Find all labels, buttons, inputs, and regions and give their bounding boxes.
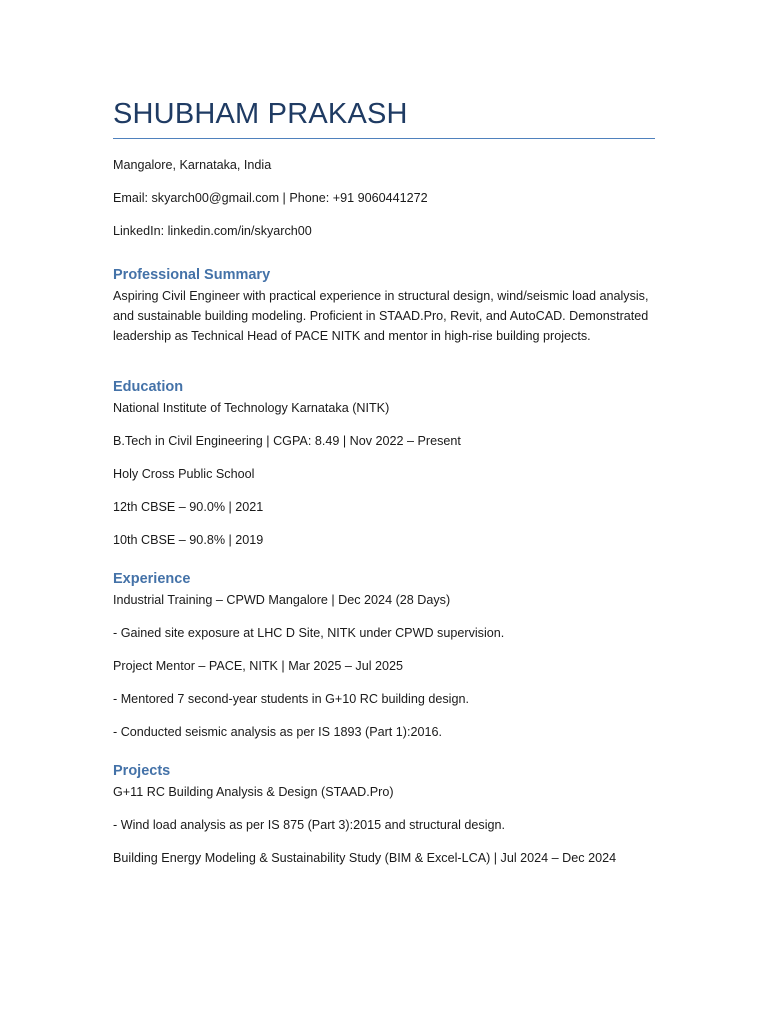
education-line: Holy Cross Public School bbox=[113, 467, 255, 481]
project-line: G+11 RC Building Analysis & Design (STAAD.Pro) bbox=[113, 785, 394, 799]
experience-heading: Experience bbox=[113, 571, 191, 587]
contact-email-phone: Email: skyarch00@gmail.com | Phone: +91 9060441272 bbox=[113, 191, 428, 205]
resume-page bbox=[113, 96, 655, 881]
projects-section bbox=[113, 760, 655, 868]
projects-heading: Projects bbox=[113, 763, 171, 779]
education-line: 12th CBSE – 90.0% | 2021 bbox=[113, 500, 264, 514]
education-line: National Institute of Technology Karnataka (NITK) bbox=[113, 401, 390, 415]
education-line: B.Tech in Civil Engineering | CGPA: 8.49 | Nov 2022 – Present bbox=[113, 434, 461, 448]
contact-location: Mangalore, Karnataka, India bbox=[113, 158, 272, 172]
experience-section bbox=[113, 568, 655, 742]
education-heading: Education bbox=[113, 379, 184, 395]
summary-text: Aspiring Civil Engineer with practical experience in structural design, wind/seismic load analysis, and sustainable building modeling. Proficient in STAAD.Pro, Revit, and AutoCAD. Demonstrated leadership as Technical Head of PACE NITK and mentor in high-rise building projects. bbox=[113, 289, 649, 343]
project-line: Building Energy Modeling & Sustainability Study (BIM & Excel-LCA) | Jul 2024 – Dec 2024 bbox=[113, 851, 617, 865]
summary-section bbox=[113, 264, 655, 346]
education-line: 10th CBSE – 90.8% | 2019 bbox=[113, 533, 264, 547]
experience-line: - Gained site exposure at LHC D Site, NITK under CPWD supervision. bbox=[113, 626, 505, 640]
experience-line: Industrial Training – CPWD Mangalore | Dec 2024 (28 Days) bbox=[113, 593, 451, 607]
contact-linkedin[interactable]: LinkedIn: linkedin.com/in/skyarch00 bbox=[113, 224, 312, 238]
experience-line: - Mentored 7 second-year students in G+10 RC building design. bbox=[113, 692, 469, 706]
experience-line: - Conducted seismic analysis as per IS 1893 (Part 1):2016. bbox=[113, 725, 442, 739]
project-line: - Wind load analysis as per IS 875 (Part 3):2015 and structural design. bbox=[113, 818, 506, 832]
resume-name: SHUBHAM PRAKASH bbox=[113, 96, 655, 139]
experience-line: Project Mentor – PACE, NITK | Mar 2025 – Jul 2025 bbox=[113, 659, 404, 673]
education-section bbox=[113, 376, 655, 550]
contact-block bbox=[113, 155, 655, 241]
summary-heading: Professional Summary bbox=[113, 267, 271, 283]
